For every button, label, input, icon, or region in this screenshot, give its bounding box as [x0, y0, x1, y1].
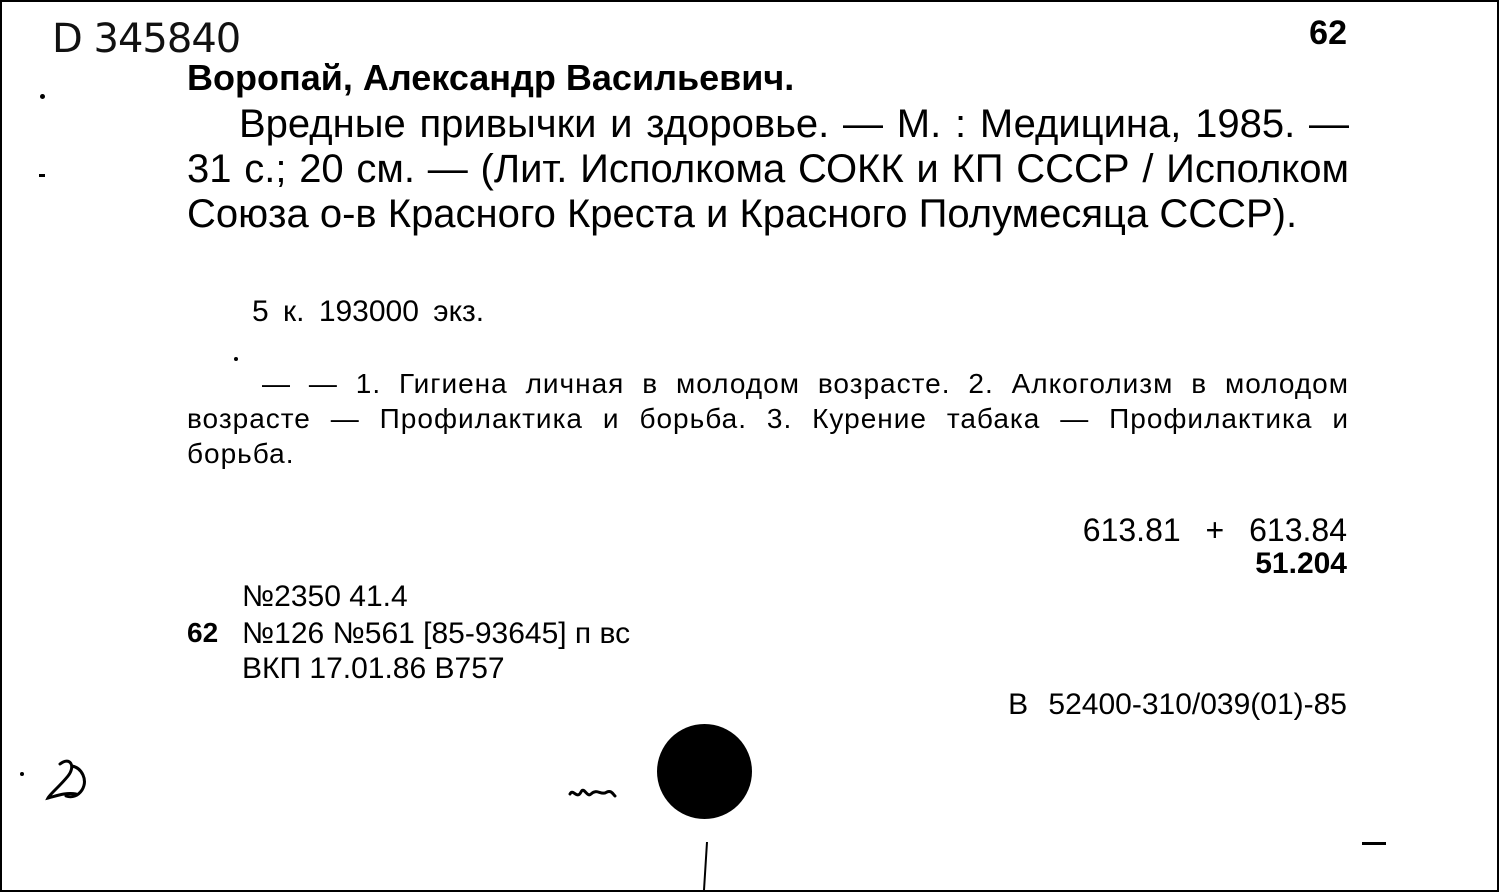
accession-line-3: ВКП 17.01.86 В757 — [242, 652, 505, 685]
accession-line-1: №2350 41.4 — [242, 580, 408, 613]
speck-mark — [40, 94, 45, 99]
bibliographic-description: Вредные привычки и здоровье. — М. : Медицина, 1985. — 31 с.; 20 см. — (Лит. Исполкома СОКК и КП СССР / Исполком Союза о-в Красного Креста и Красного Полумесяца СССР). — [187, 102, 1349, 236]
speck-mark — [39, 174, 45, 177]
punch-hole — [657, 724, 752, 819]
accession-line-2: №126 №561 [85-93645] п вс — [242, 617, 631, 650]
handwritten-mark-center — [567, 782, 617, 807]
bbk-code: В 52400-310/039(01)-85 — [1008, 688, 1347, 721]
pencil-line — [700, 840, 710, 892]
accession-line-2-prefix: 62 — [187, 617, 219, 648]
price-and-print-run: 5 к. 193000 экз. — [252, 295, 485, 328]
inventory-stamp: D 345840 — [52, 16, 241, 62]
speck-mark — [1362, 842, 1386, 845]
speck-mark — [234, 357, 238, 361]
classification-index-secondary: 51.204 — [1255, 547, 1347, 580]
speck-mark — [20, 772, 24, 776]
classification-index: 613.81 + 613.84 — [1082, 512, 1347, 548]
author-heading: Воропай, Александр Васильевич. — [187, 57, 795, 98]
card-number: 62 — [1309, 14, 1347, 52]
handwritten-mark-left — [42, 754, 102, 804]
subject-headings: — — 1. Гигиена личная в молодом возрасте. 2. Алкоголизм в молодом возрасте — Профилактика и борьба. 3. Курение табака — Профилактика и борьба. — [187, 368, 1349, 469]
